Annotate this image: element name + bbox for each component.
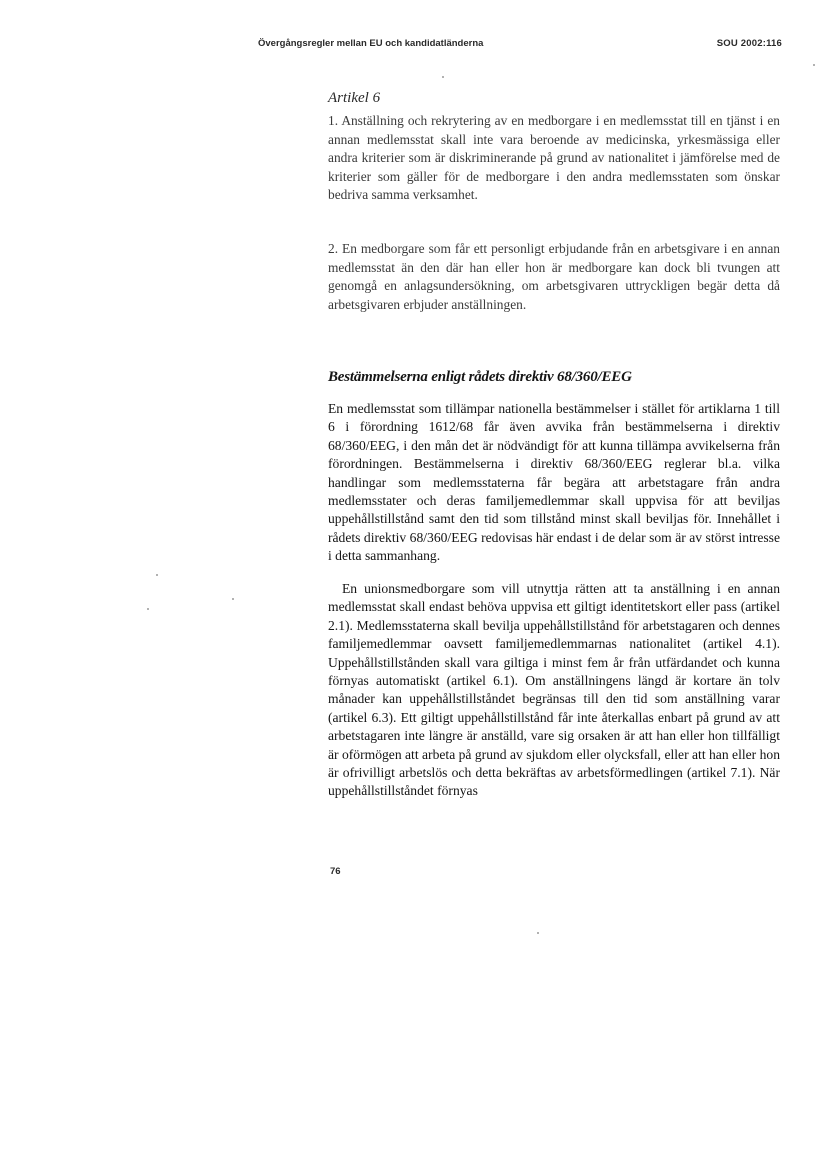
header-report-number: SOU 2002:116 — [716, 38, 782, 49]
article-title: Artikel 6 — [328, 90, 381, 106]
scan-speck — [156, 574, 158, 576]
scan-speck — [232, 598, 234, 600]
header-title: Övergångsregler mellan EU och kandidatländerna — [258, 38, 484, 49]
running-header — [258, 38, 782, 54]
scan-speck — [442, 76, 444, 78]
page-number: 76 — [330, 866, 341, 877]
article-paragraph-2: 2. En medborgare som får ett personligt erbjudande från en arbetsgivare i en annan medlemsstat än den där han eller hon är medborgare kan dock bli tvungen att genomgå en anlagsundersökning, om arbetsgivaren uttryckligen begär detta då arbetsgivaren erbjuder anställningen. — [328, 241, 780, 312]
scan-speck — [147, 608, 149, 610]
section-paragraph-1: En medlemsstat som tillämpar nationella bestämmelser i stället för artiklarna 1 till 6 i förordning 1612/68 får även avvika från bestämmelserna i direktiv 68/360/EEG, i den mån det är nödvändigt för att kunna tillämpa avvikelserna från förordningen. Bestämmelserna i direktiv 68/360/EEG reglerar bl.a. vilka handlingar som medlemsstaterna får begära att arbetstagare från andra medlemsstater och deras familjemedlemmar skall uppvisa för att beviljas uppehållstillstånd samt den tid som tillstånd minst skall beviljas för. Innehållet i rådets direktiv 68/360/EEG redovisas här endast i de delar som är av störst intresse i detta sammanhang. — [328, 401, 780, 564]
scan-speck — [813, 64, 815, 66]
article-paragraph-1: 1. Anställning och rekrytering av en medborgare i en medlemsstat till en tjänst i en annan medlemsstat skall inte vara beroende av medicinska, yrkesmässiga eller andra kriterier som är diskriminerande på grund av nationalitet i jämförelse med de kriterier som gäller för de medborgare i den andra medlemsstaten som önskar bedriva samma verksamhet. — [328, 113, 780, 203]
section-heading: Bestämmelserna enligt rådets direktiv 68/360/EEG — [328, 369, 632, 385]
scan-speck — [537, 932, 539, 934]
section-paragraph-2: En unionsmedborgare som vill utnyttja rätten att ta anställning i en annan medlemsstat skall endast behöva uppvisa ett giltigt identitetskort eller pass (artikel 2.1). Medlemsstaterna skall bevilja uppehållstillstånd för arbetstagaren och dennes familjemedlemmar oavsett familjemedlemmarnas nationalitet (artikel 4.1). Uppehållstillstånden skall vara giltiga i minst fem år från utfärdandet och kunna förnyas automatiskt (artikel 6.1). Om anställningens längd är kortare än tolv månader kan uppehållstillståndet begränsas till den tid som anställning varar (artikel 6.3). Ett giltigt uppehållstillstånd får inte återkallas enbart på grund av att arbetstagaren inte längre är anställd, vare sig orsaken är att han eller hon tillfälligt är oförmögen att arbeta på grund av sjukdom eller olycksfall, eller att han eller hon är ofrivilligt arbetslös och detta bekräftas av arbetsförmedlingen (artikel 7.1). När uppehållstillståndet förnyas — [328, 581, 780, 799]
